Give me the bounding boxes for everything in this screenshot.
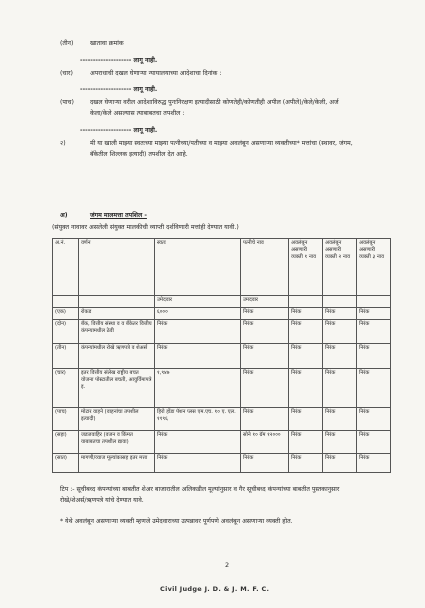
row-spouse-value: निरंक <box>241 320 289 344</box>
item-pach-label: (पाच) <box>60 99 74 106</box>
row-number: (दोन) <box>53 320 79 344</box>
row-description: मागणी/व्याज मूल्यांकासह इतर मत्ता <box>79 454 155 473</box>
table-header-row <box>53 239 391 296</box>
footnote: * येथे अवलंबून असणाऱ्या व्यक्ती म्हणजे उमेदवाराच्या उत्पन्नावर पूर्णपणे अवलंबून असणाऱ्या व्यक्ती होत. <box>60 518 293 525</box>
row-dependent-1-value: निरंक <box>289 369 323 408</box>
table-row <box>53 408 391 431</box>
row-dependent-1-value: निरंक <box>289 308 323 320</box>
header-description: वर्णन <box>79 239 155 296</box>
row-spouse-value: सोने १० ग्रॅम १२००० <box>241 431 289 454</box>
row-dependent-3-value: निरंक <box>357 320 391 344</box>
row-dependent-2-value: निरंक <box>323 320 357 344</box>
table-row <box>53 431 391 454</box>
row-dependent-3-value: निरंक <box>357 454 391 473</box>
row-dependent-2-value: निरंक <box>323 454 357 473</box>
header-dependent-2: अवलंबून असणारी व्यक्ती २ नाव <box>323 239 357 296</box>
row-self-value: हिरो होंडा पॅशन प्लस एम.एच. १० ए. एल. ११९६ <box>155 408 241 431</box>
row-spouse-value: निरंक <box>241 408 289 431</box>
table-row <box>53 308 391 320</box>
section-2-number: २) <box>60 140 66 147</box>
section-2-line2: बॅकेतील शिल्लक इत्यादी) तपशील देत आहे. <box>90 151 188 158</box>
table-subheader-row <box>53 296 391 308</box>
section-a-subtitle: (संयुक्त नावावर असलेली संयुक्त मालकीची व्याप्ती दर्शविणारी मत्तांही देण्यात यावी.) <box>52 224 239 231</box>
item-tin-label: (तीन) <box>60 40 74 47</box>
subheader-spouse: उमदवार <box>241 296 289 308</box>
item-char-not-applicable: -------------------- लागू नाही. <box>80 86 158 93</box>
row-number: (तीन) <box>53 344 79 369</box>
item-pach-not-applicable: -------------------- लागू नाही. <box>80 127 158 134</box>
row-description: जडजवाहिर (वजन व किंमत याबाबतचा तपशील द्यावा) <box>79 431 155 454</box>
row-description: रोकड <box>79 308 155 320</box>
movable-assets-table <box>52 238 391 473</box>
row-self-value: ६००० <box>155 308 241 320</box>
table-row <box>53 320 391 344</box>
header-dependent-3: अवलंबून असणारी व्यक्ती ३ नाव <box>357 239 391 296</box>
row-number: (सहा) <box>53 431 79 454</box>
row-number: (एक) <box>53 308 79 320</box>
section-2-line1: मी या खाली माझ्या स्वतःच्या माझ्या पत्नीच्या/पतीच्या व माझ्या अवलंबून असणाऱ्या व्यक्तीच्या* मत्तांचा (स्थावर, जंगम, <box>90 140 353 147</box>
row-self-value: निरंक <box>155 431 241 454</box>
row-spouse-value: निरंक <box>241 344 289 369</box>
row-dependent-2-value: निरंक <box>323 369 357 408</box>
row-dependent-1-value: निरंक <box>289 454 323 473</box>
table-row <box>53 344 391 369</box>
row-self-value: निरंक <box>155 454 241 473</box>
row-self-value: निरंक <box>155 344 241 369</box>
court-stamp: Civil Judge J. D. & J. M. F. C. <box>160 585 270 593</box>
row-spouse-value: निरंक <box>241 454 289 473</box>
row-number: (पाच) <box>53 408 79 431</box>
page-number: 2 <box>225 561 230 569</box>
row-description: कंपन्यांमधील रोखे ऋणपत्रे व शेअर्स <box>79 344 155 369</box>
row-dependent-1-value: निरंक <box>289 408 323 431</box>
row-dependent-3-value: निरंक <box>357 408 391 431</box>
row-dependent-1-value: निरंक <box>289 344 323 369</box>
row-self-value: १,९४७ <box>155 369 241 408</box>
item-tin-not-applicable: -------------------- लागू नाही. <box>80 57 158 64</box>
row-number: (चार) <box>53 369 79 408</box>
row-dependent-2-value: निरंक <box>323 408 357 431</box>
row-number: (सात) <box>53 454 79 473</box>
section-a-title: जंगम मालमत्ता तपशिल - <box>90 212 147 219</box>
header-dependent-1: अवलंबून असणारी व्यक्ती १ नाव <box>289 239 323 296</box>
row-dependent-3-value: निरंक <box>357 431 391 454</box>
row-description: इतर वित्तीय संलेख राष्ट्रीय बचत योजना पोस्टातील बचती, आयुर्विमापत्रे इ. <box>79 369 155 408</box>
table-row <box>53 369 391 408</box>
item-tin-text: खातावा क्रमांक <box>90 40 124 47</box>
row-dependent-3-value: निरंक <box>357 369 391 408</box>
row-description: मोटार वाहने (वाहनांचा तपशील इत्यादी) <box>79 408 155 431</box>
item-char-label: (चार) <box>60 70 73 77</box>
item-pach-line1: दखल घेणाऱ्या वरील आदेशाविरुद्ध पुनःनिरक्षण इत्यादीसाठी कोणतेही/कोणतीही अपील (अपीले)/केले/केली, अर्ज <box>90 99 339 106</box>
row-dependent-3-value: निरंक <box>357 344 391 369</box>
note-line1: टिप :- सूचीबध्द कंपन्यांच्या बाबतीत शेअर बाजारातील अलिकडील मूल्यांनुसार व गैर सूचीबध्द कंपन्यांच्या बाबतीत पुस्तकानुसार <box>60 486 340 493</box>
row-dependent-2-value: निरंक <box>323 308 357 320</box>
item-pach-line2: केला/केले असल्यास त्याबाबतचा तपशील : <box>90 110 185 117</box>
row-spouse-value: निरंक <box>241 369 289 408</box>
row-dependent-1-value: निरंक <box>289 431 323 454</box>
row-self-value: निरंक <box>155 320 241 344</box>
row-dependent-3-value: निरंक <box>357 308 391 320</box>
header-self: स्वतः <box>155 239 241 296</box>
item-char-text: अपराधाची दखल घेणाऱ्या न्यायालयाच्या आदेशाचा दिनांक : <box>90 70 222 77</box>
row-dependent-1-value: निरंक <box>289 320 323 344</box>
subheader-self: उमेदवार <box>155 296 241 308</box>
row-description: बँक, वित्तीय संस्था व व बँकेतर वित्तीय कंपन्यामधील ठेवी <box>79 320 155 344</box>
header-spouse: पत्नीचे नाव <box>241 239 289 296</box>
header-serial: अ.नं. <box>53 239 79 296</box>
table-row <box>53 454 391 473</box>
note-line2: रोखे/शेअर्स/ऋणपत्रे यांचे देण्यात यावे. <box>60 497 144 504</box>
row-dependent-2-value: निरंक <box>323 431 357 454</box>
section-a-label: अ) <box>60 212 68 219</box>
row-spouse-value: निरंक <box>241 308 289 320</box>
row-dependent-2-value: निरंक <box>323 344 357 369</box>
